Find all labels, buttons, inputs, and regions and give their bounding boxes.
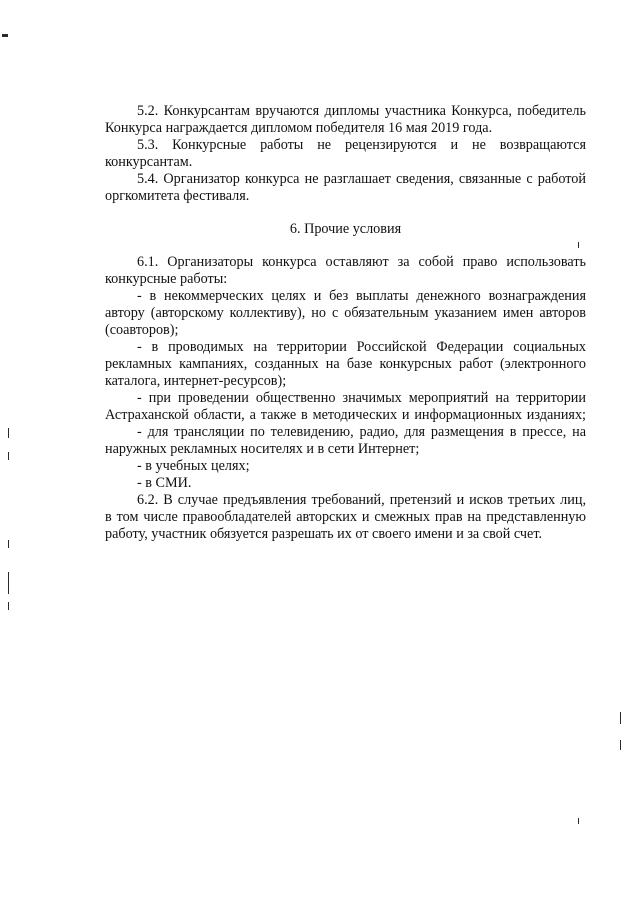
list-item-advertising-line-1: - в проводимых на территории Российской Федерации социальных xyxy=(137,339,586,355)
scan-mark xyxy=(578,242,579,248)
list-item-events-line-1: - при проведении общественно значимых мероприятий на территории xyxy=(137,390,586,406)
list-item-noncommercial-line-1: - в некоммерческих целях и без выплаты денежного вознаграждения xyxy=(137,288,586,304)
list-item-media: - в СМИ. xyxy=(137,475,192,491)
scan-mark xyxy=(2,34,8,37)
scan-mark xyxy=(620,740,621,750)
paragraph-5-2-line-2: Конкурса награждается дипломом победителя 16 мая 2019 года. xyxy=(105,120,493,136)
scan-mark xyxy=(8,540,9,548)
scan-mark xyxy=(8,452,9,460)
list-item-education: - в учебных целях; xyxy=(137,458,250,474)
paragraph-5-4-line-2: оргкомитета фестиваля. xyxy=(105,188,250,204)
paragraph-5-3-line-1: 5.3. Конкурсные работы не рецензируются и не возвращаются xyxy=(137,137,586,153)
paragraph-5-2-line-1: 5.2. Конкурсантам вручаются дипломы участника Конкурса, победитель xyxy=(137,103,586,119)
paragraph-6-2-line-2: в том числе правообладателей авторских и смежных прав на представленную xyxy=(105,509,586,525)
list-item-noncommercial-line-3: (соавторов); xyxy=(105,322,179,338)
scan-mark xyxy=(8,428,9,438)
scan-mark xyxy=(8,602,9,610)
list-item-advertising-line-3: каталога, интернет-ресурсов); xyxy=(105,373,287,389)
list-item-advertising-line-2: рекламных кампаниях, созданных на базе конкурсных работ (электронного xyxy=(105,356,586,372)
scan-mark xyxy=(620,712,621,724)
paragraph-6-2-line-1: 6.2. В случае предъявления требований, претензий и исков третьих лиц, xyxy=(137,492,586,508)
list-item-noncommercial-line-2: автору (авторскому коллективу), но с обязательным указанием имен авторов xyxy=(105,305,586,321)
paragraph-6-1-line-2: конкурсные работы: xyxy=(105,271,228,287)
paragraph-6-1-line-1: 6.1. Организаторы конкурса оставляют за собой право использовать xyxy=(137,254,586,270)
list-item-broadcast-line-1: - для трансляции по телевидению, радио, для размещения в прессе, на xyxy=(137,424,586,440)
paragraph-6-2-line-3: работу, участник обязуется разрешать их от своего имени и за свой счет. xyxy=(105,526,543,542)
scan-mark xyxy=(8,572,9,594)
scan-mark xyxy=(578,818,579,824)
section-6-title: 6. Прочие условия xyxy=(289,221,402,237)
paragraph-5-4-line-1: 5.4. Организатор конкурса не разглашает сведения, связанные с работой xyxy=(137,171,586,187)
list-item-broadcast-line-2: наружных рекламных носителях и в сети Интернет; xyxy=(105,441,420,457)
list-item-events-line-2: Астраханской области, а также в методических и информационных изданиях; xyxy=(105,407,586,423)
paragraph-5-3-line-2: конкурсантам. xyxy=(105,154,193,170)
